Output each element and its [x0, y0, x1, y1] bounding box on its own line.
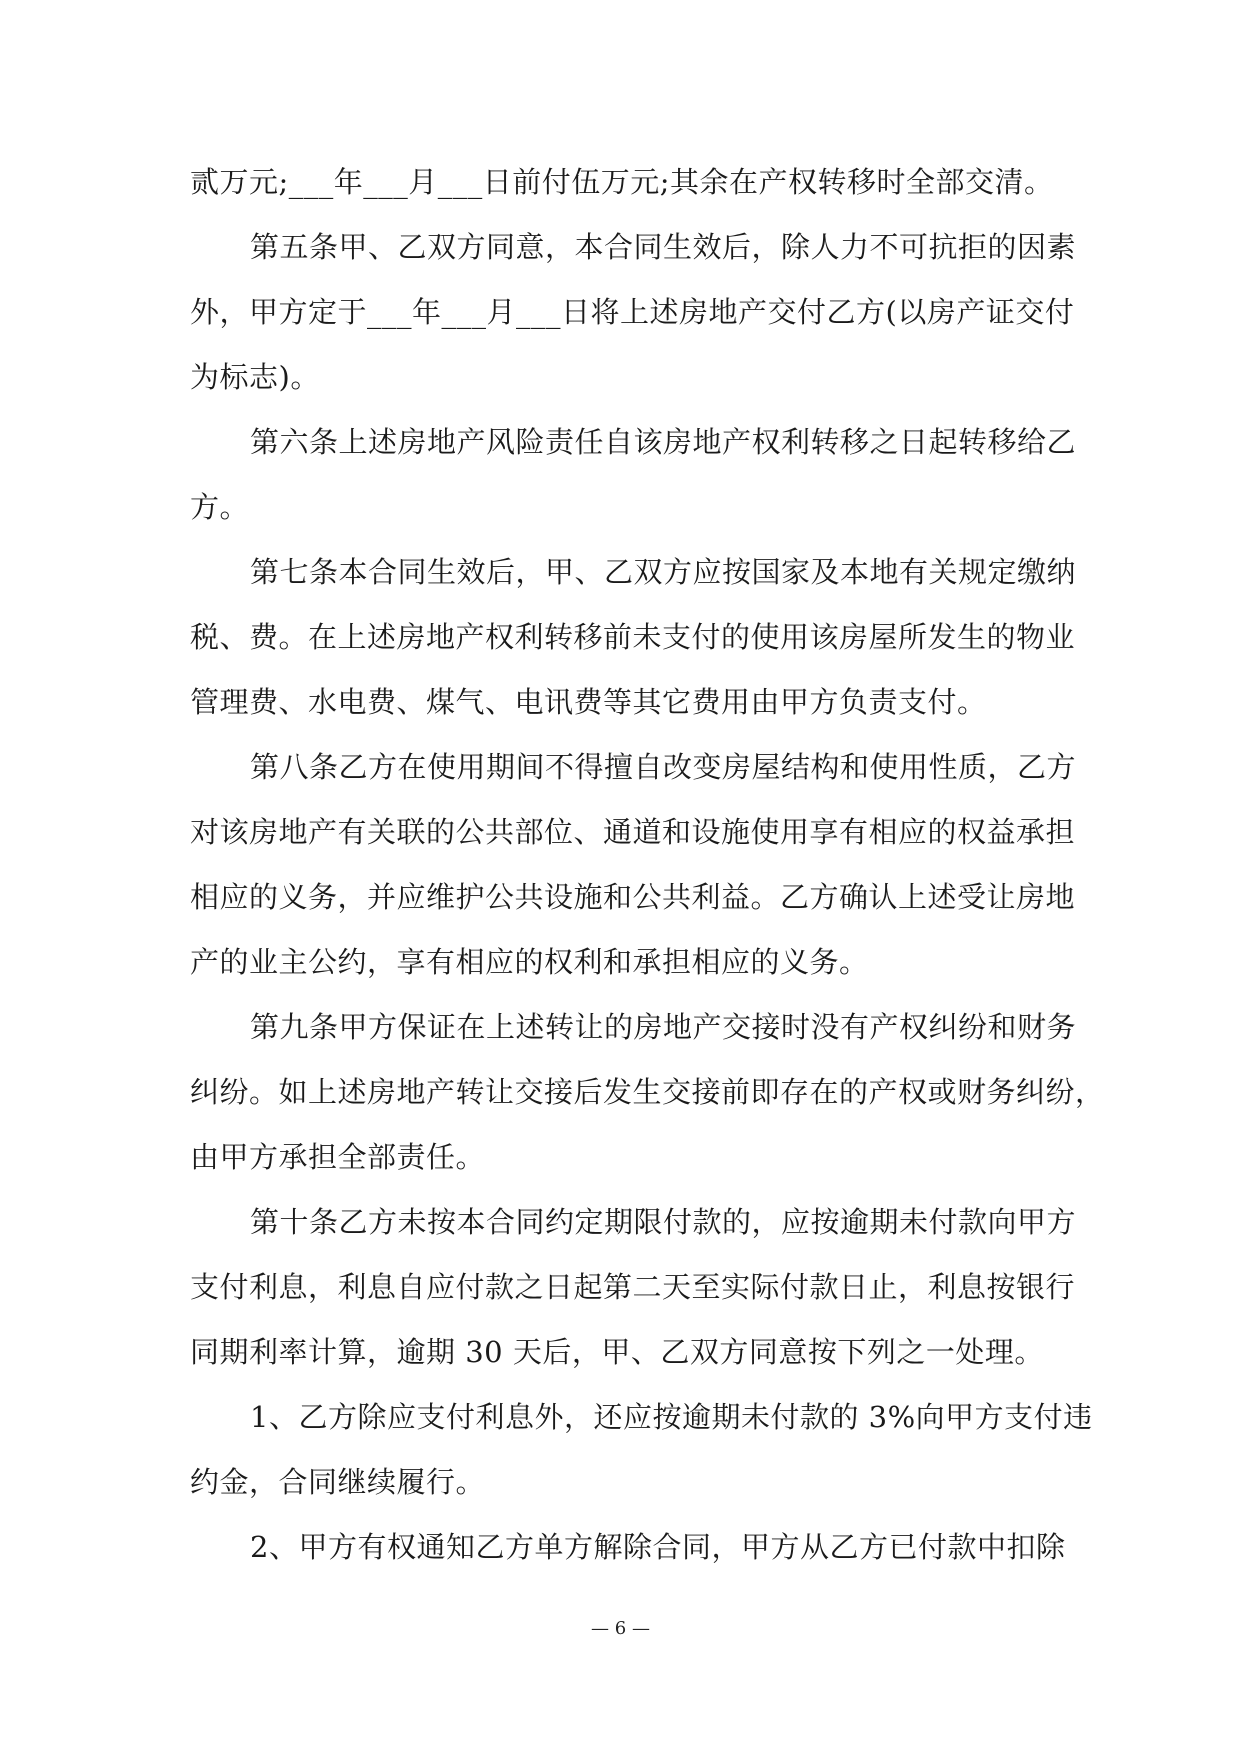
text-line: 方。 — [190, 490, 250, 524]
paragraph-article-8 — [190, 735, 1077, 995]
page-number: — 6 — — [591, 1618, 650, 1639]
text-line: 同期利率计算，逾期 30 天后，甲、乙双方同意按下列之一处理。 — [190, 1335, 1044, 1369]
text-line: 为标志)。 — [190, 360, 320, 394]
text-line: 管理费、水电费、煤气、电讯费等其它费用由甲方负责支付。 — [190, 685, 987, 719]
text-line: 2、甲方有权通知乙方单方解除合同，甲方从乙方已付款中扣除 — [250, 1530, 1066, 1564]
paragraph-article-7 — [190, 540, 1077, 735]
text-line: 相应的义务，并应维护公共设施和公共利益。乙方确认上述受让房地 — [190, 880, 1076, 914]
paragraph-article-6 — [190, 410, 1077, 540]
text-line: 支付利息，利息自应付款之日起第二天至实际付款日止，利息按银行 — [190, 1270, 1076, 1304]
text-line: 税、费。在上述房地产权利转移前未支付的使用该房屋所发生的物业 — [190, 620, 1076, 654]
paragraph-article-9 — [190, 995, 1105, 1190]
text-line: 由甲方承担全部责任。 — [190, 1140, 486, 1174]
document-body — [190, 150, 1105, 1580]
text-line: 纠纷。如上述房地产转让交接后发生交接前即存在的产权或财务纠纷， — [190, 1075, 1105, 1109]
text-line: 第六条上述房地产风险责任自该房地产权利转移之日起转移给乙 — [250, 425, 1077, 459]
paragraph-continuation — [190, 150, 1060, 215]
text-line: 约金，合同继续履行。 — [190, 1465, 486, 1499]
text-line: 产的业主公约，享有相应的权利和承担相应的义务。 — [190, 945, 869, 979]
paragraph-item-2 — [190, 1515, 1066, 1580]
paragraph-article-5 — [190, 215, 1077, 410]
text-line: 第八条乙方在使用期间不得擅自改变房屋结构和使用性质，乙方 — [250, 750, 1077, 784]
text-line: 第五条甲、乙双方同意，本合同生效后，除人力不可抗拒的因素 — [250, 230, 1077, 264]
text-line: 第十条乙方未按本合同约定期限付款的，应按逾期未付款向甲方 — [250, 1205, 1077, 1239]
text-line: 第七条本合同生效后，甲、乙双方应按国家及本地有关规定缴纳 — [250, 555, 1077, 589]
text-line: 对该房地产有关联的公共部位、通道和设施使用享有相应的权益承担 — [190, 815, 1076, 849]
text-line: 外，甲方定于___年___月___日将上述房地产交付乙方(以房产证交付 — [190, 295, 1075, 329]
paragraph-item-1 — [190, 1385, 1093, 1515]
paragraph-article-10 — [190, 1190, 1077, 1385]
text-line: 贰万元;___年___月___日前付伍万元;其余在产权转移时全部交清。 — [190, 165, 1054, 199]
text-line: 1、乙方除应支付利息外，还应按逾期未付款的 3%向甲方支付违 — [250, 1400, 1093, 1434]
text-line: 第九条甲方保证在上述转让的房地产交接时没有产权纠纷和财务 — [250, 1010, 1077, 1044]
